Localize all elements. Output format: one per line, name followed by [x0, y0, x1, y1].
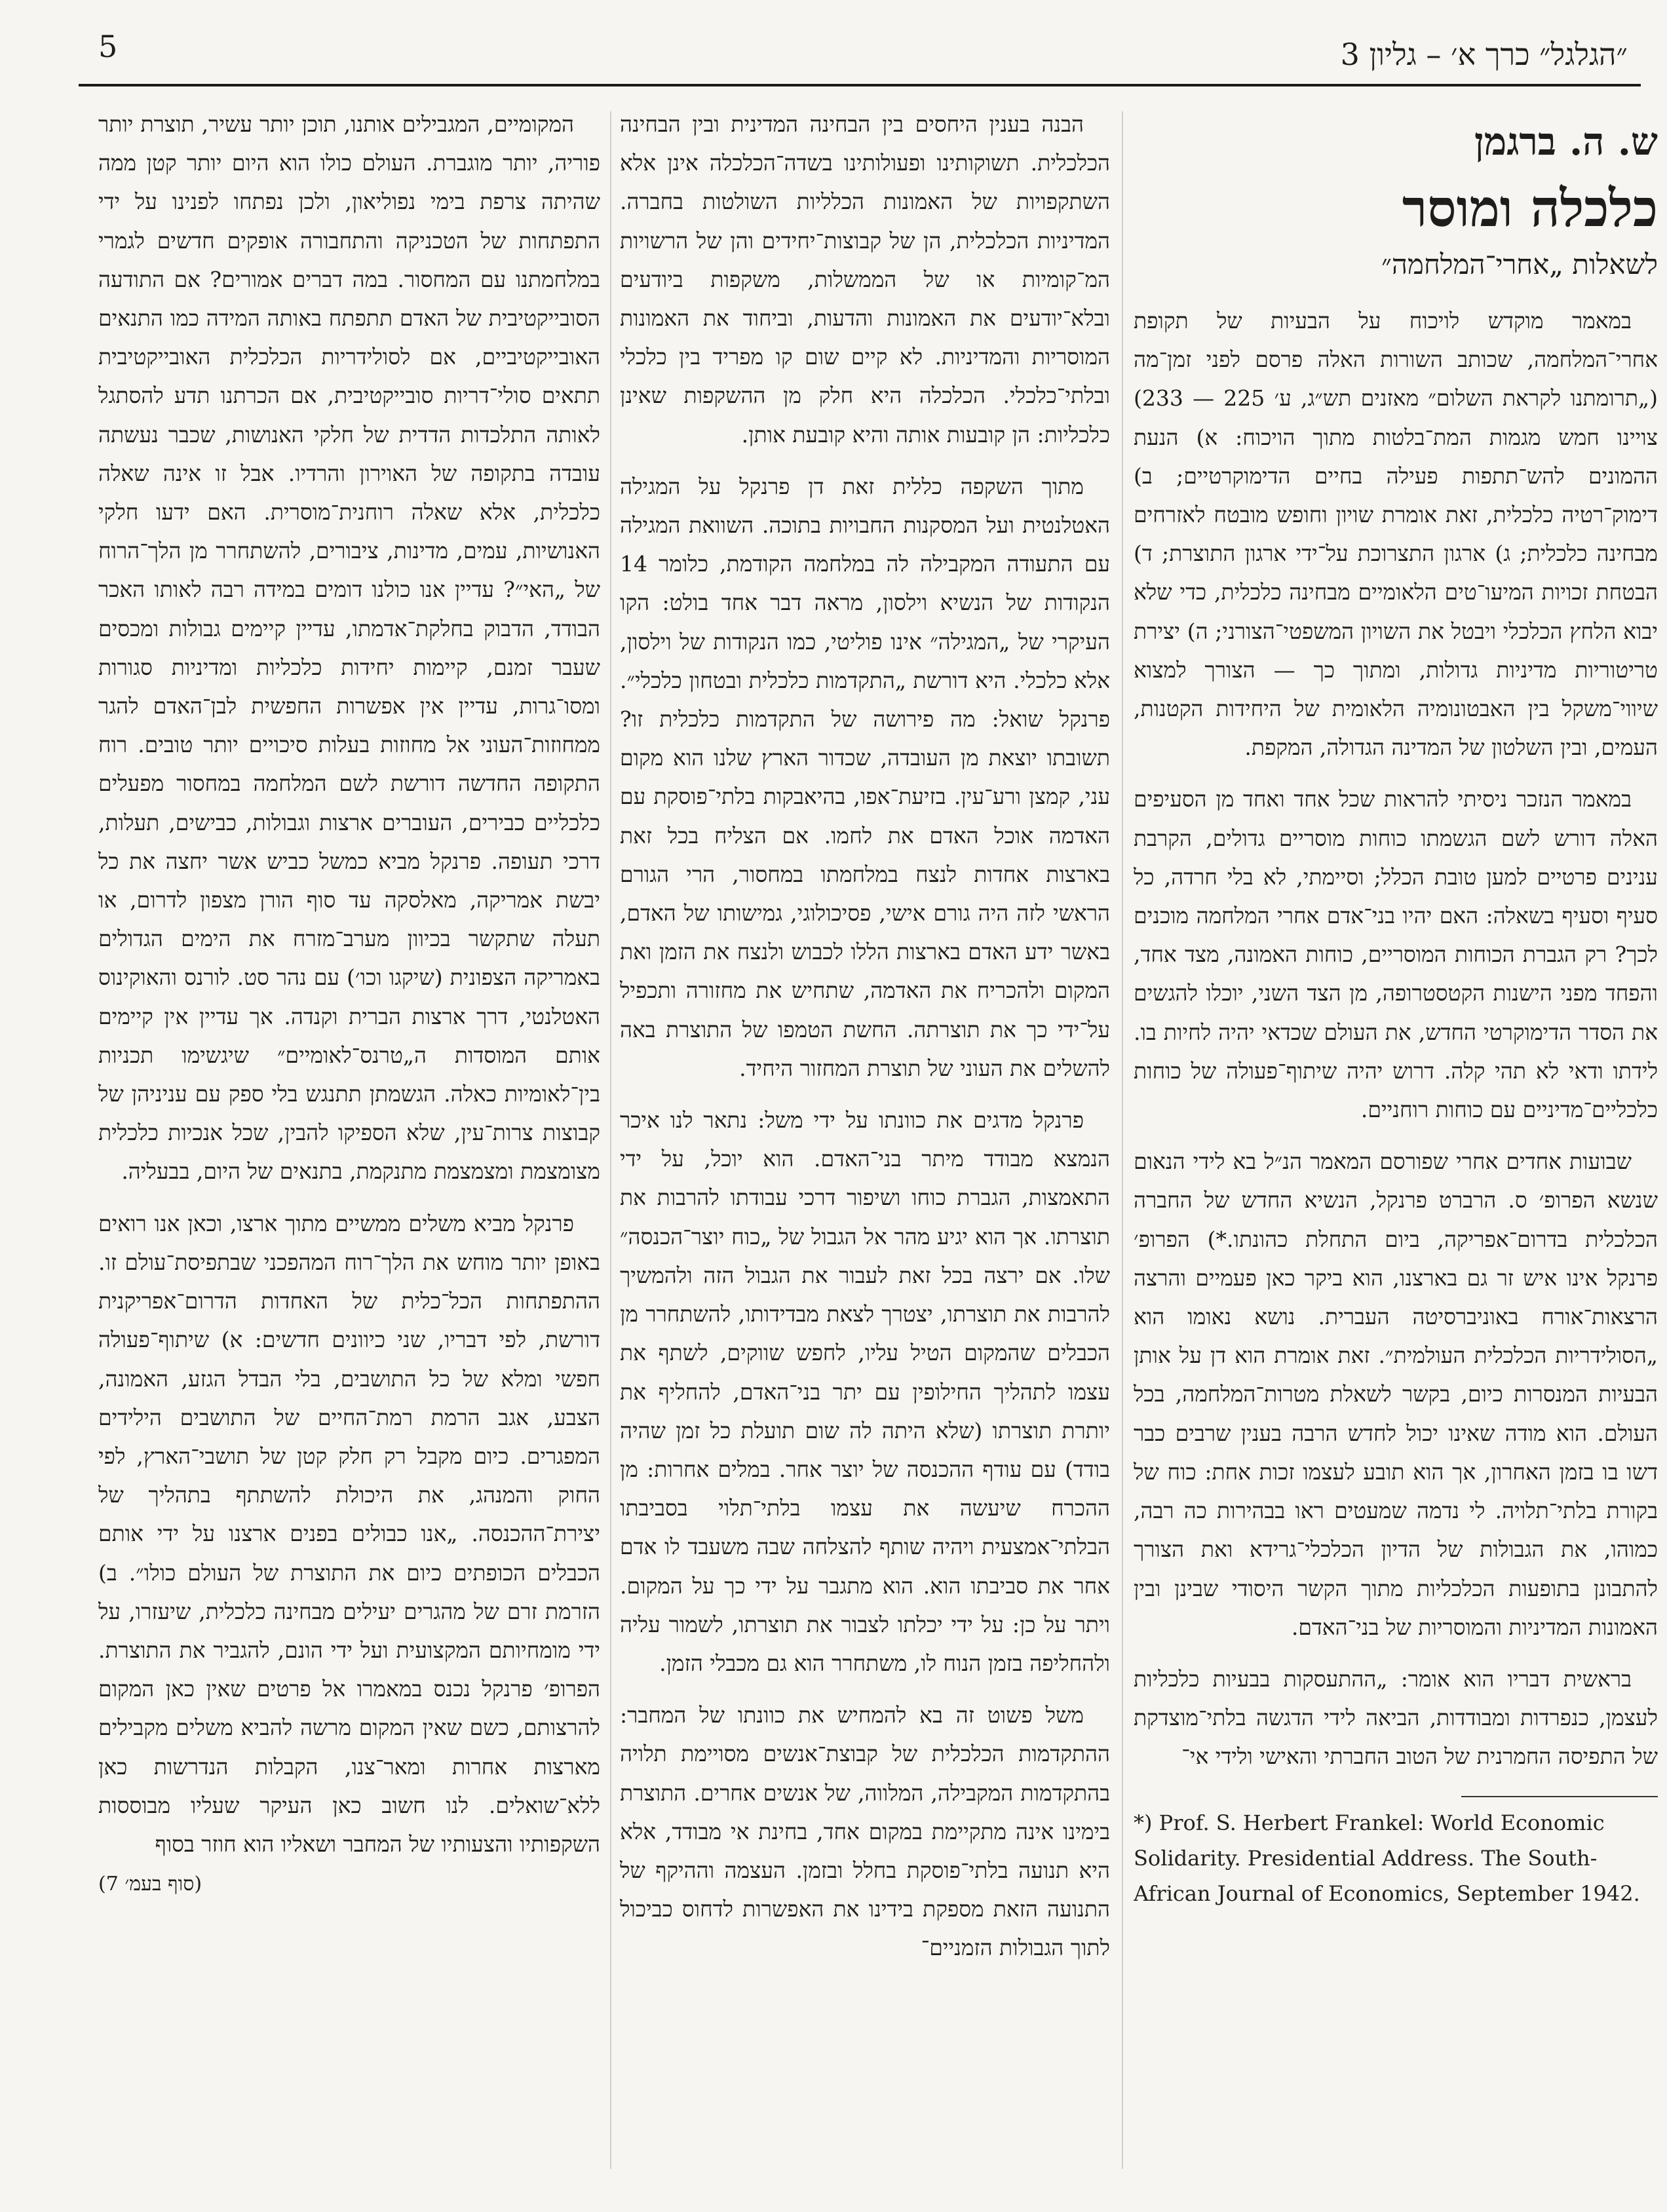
column-middle — [620, 105, 1110, 2182]
column-left — [98, 105, 600, 2182]
column-divider-left — [610, 111, 611, 2169]
paragraph: במאמר מוקדש לויכוח על הבעיות של תקופת אחרי־המלחמה, שכותב השורות האלה פרסם לפני זמן־מה („תרומתנו לקראת השלום״ מאזנים תש״ג, ע׳ 225 — 233) צויינו חמש מגמות המת־בלטות מתוך הויכוח: א) הנעת ההמונים להש־תתפות פעילה בחיים הדימוקרטיים; ב) דימוק־רטיה כלכלית, זאת אומרת שויון וחופש מובטח לאזרחים מבחינה כלכלית; ג) ארגון התצרוכת על־ידי ארגון התוצרת; ד) הבטחת זכויות המיעו־טים הלאומיים מבחינה כלכלית, כדי שלא יבוא הלחץ הכלכלי ויבטל את השויון המשפטי־הצורני; ה) יצירת טריטוריות מדיניות גדולות, ומתוך כך — הצורך למצוא שיווי־משקל בין האבטונומיה הלאומית של היחידות הקטנות, העמים, ובין השלטון של המדינה הגדולה, המקפת. — [1134, 308, 1658, 761]
paragraph: בראשית דבריו הוא אומר: „ההתעסקות בבעיות כלכליות לעצמן, כנפרדות ומבודדות, הביאה לידי הדגשה בלתי־מוצדקת של התפיסה החמרנית של הטוב החברתי והאישי ולידי אי־ — [1134, 1666, 1658, 1770]
article-title: כלכלה ומוסר — [1402, 179, 1658, 238]
article-subtitle: לשאלות „אחרי־המלחמה״ — [1381, 248, 1658, 280]
footnote: *) Prof. S. Herbert Frankel: World Economic Solidarity. Presidential Address. The South-African Journal of Economics, September 1942. — [1134, 1810, 1640, 1906]
column-right — [1134, 105, 1658, 2182]
header-rule — [79, 84, 1641, 86]
paragraph: פרנקל מדגים את כוונתו על ידי משל: נתאר לנו איכר הנמצא מבודד מיתר בני־האדם. הוא יוכל, על ידי התאמצות, הגברת כוחו ושיפור דרכי עבודתו להרבות את תוצרתו. אך הוא יגיע מהר אל הגבול של „כוח יוצר־הכנסה״ שלו. אם ירצה בכל זאת לעבור את הגבול הזה ולהמשיך להרבות את תוצרתו, יצטרך לצאת מבדידותו, להשתחרר מן הכבלים שהמקום הטיל עליו, לחפש שווקים, לשתף את עצמו לתהליך החילופין עם יתר בני־האדם, להחליף את יותרת תוצרתו (שלא היתה לה שום תועלת כל זמן שהיה בודד) עם עודף ההכנסה של יוצר אחר. במלים אחרות: מן ההכרח שיעשה את עצמו בלתי־תלוי בסביבתו הבלתי־אמצעית ויהיה שותף להצלחה שבה משעבד לו אדם אחר את סביבתו הוא. הוא מתגבר על ידי כך על המקום. ויתר על כן: על ידי יכלתו לצבור את תוצרתו, לשמור עליה ולהחליפה בזמן הנוח לו, משתחרר הוא גם מכבלי הזמן. — [620, 1107, 1110, 1676]
column-divider-right — [1122, 111, 1123, 2169]
paragraph: משל פשוט זה בא להמחיש את כוונתו של המחבר: ההתקדמות הכלכלית של קבוצת־אנשים מסויימת תלויה בהתקדמות המקבילה, המלווה, של אנשים אחרים. התוצרת בימינו אינה מתקיימת במקום אחד, בחינת אי מבודד, אלא היא תנועה בלתי־פוסקת בחלל ובזמן. העצמה וההיקף של התנועה הזאת מספקת בידינו את האפשרות לדחוס כביכול לתוך הגבולות הזמניים־ — [620, 1702, 1110, 1961]
paragraph: המקומיים, המגבילים אותנו, תוכן יותר עשיר, תוצרת יותר פוריה, יותר מוגברת. העולם כולו הוא היום יותר קטן ממה שהיתה צרפת בימי נפוליאון, ולכן נפתחו לפנינו על ידי התפתחות של הטכניקה והתחבורה אופקים חדשים לגמרי במלחמתנו עם המחסור. במה דברים אמורים? אם התודעה הסובייקטיבית של האדם תתפתח באותה המידה כמו התנאים האובייקטיביים, אם לסולידריות הכלכלית האובייקטיבית תתאים סולי־דריות סובייקטיבית, אם הכרתנו תדע להסתגל לאותה התלכדות הדדית של חלקי האנושות, שכבר נעשתה עובדה בתקופה של האוירון והרדיו. אבל זו אינה שאלה כלכלית, אלא שאלה רוחנית־מוסרית. האם ידעו חלקי האנושיות, עמים, מדינות, ציבורים, להשתחרר מן הלך־הרוח של „האי״? עדיין אנו כולנו דומים במידה רבה לאותו האכר הבודד, הדבוק בחלקת־אדמתו, עדיין קיימים גבולות ומכסים שעבר זמנם, קיימות יחידות כלכליות ומדיניות סגורות ומסו־גרות, עדיין אין אפשרות החפשית לבן־האדם להגר ממחוזות־העוני אל מחוזות בעלות סיכויים יותר טובים. רוח התקופה החדשה דורשת לשם המלחמה במחסור מפעלים כלכליים כבירים, העוברים ארצות וגבולות, כבישים, תעלות, דרכי תעופה. פרנקל מביא כמשל כביש אשר יחצה את כל יבשת אמריקה, מאלסקה עד סוף הורן מצפון לדרום, או תעלה שתקשר בכיוון מערב־מזרח את הימים הגדולים באמריקה הצפונית (שיקגו וכו׳) עם נהר סט. לורנס והאוקינוס האטלנטי, דרך ארצות הברית וקנדה. אך עדיין אין קיימים אותם המוסדות ה„טרנס־לאומיים״ שיגשימו תכניות בין־לאומיות כאלה. הגשמתן תתנגש בלי ספק עם עניניהן של קבוצות צרות־עין, שלא הספיקו להבין, שכל אנכיות כלכלית מצומצמת ומצמצמת מתנקמת, בתנאים של היום, בבעליה. — [98, 111, 600, 1185]
paragraph: מתוך השקפה כללית זאת דן פרנקל על המגילה האטלנטית ועל המסקנות החבויות בתוכה. השוואת המגילה עם התעודה המקבילה לה במלחמה הקודמת, כלומר 14 הנקודות של הנשיא וילסון, מראה דבר אחד בולט: הקו העיקרי של „המגילה״ אינו פוליטי, כמו הנקודות של וילסון, אלא כלכלי. היא דורשת „התקדמות כלכלית ובטחון כלכלי״. פרנקל שואל: מה פירושה של התקדמות כלכלית זו? תשובתו יוצאת מן העובדה, שכדור הארץ שלנו הוא מקום עני, קמצן ורע־עין. בזיעת־אפו, בהיאבקות בלתי־פוסקת עם האדמה אוכל האדם את לחמו. אם הצליח בכל זאת בארצות אחדות לנצח במלחמתו במחסור, הרי הגורם הראשי לזה היה גורם אישי, פסיכולוגי, גמישותו של האדם, באשר ידע האדם בארצות הללו לכבוש ולנצח את הזמן ואת המקום ולהכריח את האדמה, שתחיש את מחזורה ותכפיל על־ידי כך את תוצרתה. החשת הטמפו של התוצרת באה להשלים את העוני של תוצרת המחזור היחיד. — [620, 473, 1110, 1081]
footnote-rule — [1461, 1796, 1658, 1797]
running-head: ״הגלגל״ כרך א׳ – גליון 3 — [1340, 37, 1628, 72]
article-author: ש. ה. ברגמן — [1474, 119, 1658, 164]
paragraph: שבועות אחדים אחרי שפורסם המאמר הנ״ל בא לידי הנאום שנשא הפרופ׳ ס. הרברט פרנקל, הנשיא החדש של החברה הכלכלית בדרום־אפריקה, ביום התחלת כהונתו.*) הפרופ׳ פרנקל אינו איש זר גם בארצנו, הוא ביקר כאן פעמיים והרצה הרצאות־אורח באוניברסיטה העברית. נושא נאומו הוא „הסולידריות הכלכלית העולמית״. זאת אומרת הוא דן על אותן הבעיות המנסרות כיום, בקשר לשאלת מטרות־המלחמה, בכל העולם. הוא מודה שאינו יכול לחדש הרבה בענין שרבים כבר דשו בו בזמן האחרון, אך הוא תובע לעצמו זכות אחת: כוח של בקורת בלתי־תלויה. לי נדמה שמעטים ראו בבהירות כה רבה, כמוהו, את הגבולות של הדיון הכלכלי־גרידא ואת הצורך להתבונן בתופעות הכלכליות מתוך הקשר היסודי שבינן ובין האמונות המדיניות והמוסריות של בני־האדם. — [1134, 1149, 1658, 1640]
page-number: 5 — [98, 29, 118, 64]
continued-note: (סוף בעמ׳ 7) — [98, 1873, 202, 1896]
paragraph: פרנקל מביא משלים ממשיים מתוך ארצו, וכאן אנו רואים באופן יותר מוחש את הלך־רוח המהפכני שבתפיסת־עולם זו. ההתפתחות הכל־כלית של האחדות הדרום־אפריקנית דורשת, לפי דבריו, שני כיוונים חדשים: א) שיתוף־פעולה חפשי ומלא של כל התושבים, בלי הבדל הגזע, האמונה, הצבע, אגב הרמת רמת־החיים של התושבים הילידים המפגרים. כיום מקבל רק חלק קטן של תושבי־הארץ, לפי החוק והמנהג, את היכולת להשתתף בתהליך של יצירת־ההכנסה. „אנו כבולים בפנים ארצנו על ידי אותם הכבלים הכופתים כיום את התוצרת של העולם כולו״. ב) הזרמת זרם של מהגרים יעילים מבחינה כלכלית, שיעזרו, על ידי מומחיותם המקצועית ועל ידי הונם, להגביר את התוצרת. הפרופ׳ פרנקל נכנס במאמרו אל פרטים שאין כאן המקום להרצותם, כשם שאין המקום מרשה להביא משלים מקבילים מארצות אחרות ומאר־צנו, הקבלות הנדרשות כאן ללא־שואלים. לנו חשוב כאן העיקר שעליו מבוססות השקפותיו והצעותיו של המחבר ושאליו הוא חוזר בסוף — [98, 1210, 600, 1857]
paragraph: הבנה בענין היחסים בין הבחינה המדינית ובין הבחינה הכלכלית. תשוקותינו ופעולותינו בשדה־הכלכלה אינן אלא השתקפויות של האמונות הכלליות השולטות בחברה. המדיניות הכלכלית, הן של קבוצות־יחידים והן של הרשויות המ־קומיות או של הממשלות, משקפות ביודעים ובלא־יודעים את האמונות והדעות, וביחוד את האמונות המוסריות והמדיניות. לא קיים שום קו מפריד בין כלכלי ובלתי־כלכלי. הכלכלה היא חלק מן ההשקפות שאינן כלכליות: הן קובעות אותה והיא קובעת אותן. — [620, 111, 1110, 448]
paragraph: במאמר הנזכר ניסיתי להראות שכל אחד ואחד מן הסעיפים האלה דורש לשם הגשמתו כוחות מוסריים גדולים, הקרבת ענינים פרטיים למען טובת הכלל; וסיימתי, לא בלי חרדה, כל סעיף וסעיף בשאלה: האם יהיו בני־אדם אחרי המלחמה מוכנים לכך? רק הגברת הכוחות המוסריים, כוחות האמונה, מצד אחד, והפחד מפני הישנות הקטסטרופה, מן הצד השני, יוכלו להגשים את הסדר הדימוקרטי החדש, את העולם שכדאי יהיה לחיות בו. לידתו ודאי לא תהי קלה. דרוש יהיה שיתוף־פעולה של כוחות כלכליים־מדיניים עם כוחות רוחניים. — [1134, 786, 1658, 1123]
